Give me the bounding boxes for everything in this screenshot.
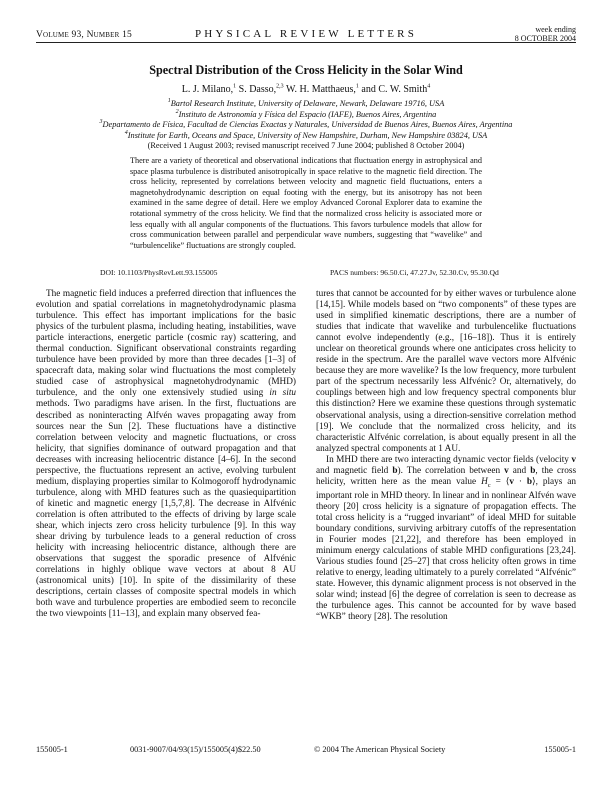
issn-code: 0031-9007/04/93(15)/155005(4)$22.50 <box>130 745 261 754</box>
author: and C. W. Smith <box>361 84 428 95</box>
author: L. J. Milano, <box>181 84 234 95</box>
pacs-numbers: PACS numbers: 96.50.Ci, 47.27.Jv, 52.30.Cv, 95.30.Qd <box>330 268 499 277</box>
page-number-right: 155005-1 <box>544 745 576 754</box>
author-affil-mark: 1 <box>233 83 237 90</box>
author: W. H. Matthaeus, <box>285 84 356 95</box>
affiliation: $^1$Bartol Research Institute, University of Delaware, Newark, Delaware 19716, USA <box>167 98 445 108</box>
author: S. Dasso, <box>238 84 277 95</box>
page-number-left: 155005-1 <box>36 745 68 754</box>
body-column-right <box>316 289 576 623</box>
header-rule <box>36 42 576 43</box>
author-affil-mark: 4 <box>427 83 431 90</box>
body-column-left <box>36 289 296 620</box>
copyright-notice: © 2004 The American Physical Society <box>314 745 446 754</box>
affiliations <box>0 99 612 152</box>
author-affil-mark: 2,3 <box>276 83 284 90</box>
affiliation: $^3$Departamento de Física, Facultad de Ciencias Exactas y Naturales, Universidad de Buenos Aires, Buenos Aires, Argentina <box>99 119 513 130</box>
doi-link[interactable]: DOI: 10.1103/PhysRevLett.93.155005 <box>100 268 218 277</box>
received-dates: (Received 1 August 2003; revised manuscript received 7 June 2004; published 8 October 2004) <box>147 141 465 151</box>
running-header-volume: Volume 93, Number 15 <box>36 30 133 40</box>
affiliation: $^2$Instituto de Astronomía y Física del Espacio (IAFE), Buenos Aires, Argentina <box>175 108 437 119</box>
article-title: Spectral Distribution of the Cross Helicity in the Solar Wind <box>149 63 463 77</box>
affiliation: $^4$Institute for Earth, Oceans and Space, University of New Hampshire, Durham, New Hampshire 03824, USA <box>124 130 488 140</box>
issue-date: 8 OCTOBER 2004 <box>514 34 576 43</box>
paragraph: tures that cannot be accounted for by either waves or turbulence alone [14,15]. While models based on “two components” of these types are used in simplified kinematic descriptions, there are a number of studies that indicate that wavelike and turbulencelike fluctuations cannot evolve independently (e.g., [16–18]). Thus it is entirely unclear on theoretical grounds where one anticipates cross helicity to reside in the spectrum. Are the parallel wave vectors more Alfvénic because they are more wavelike? Is the low frequency, more turbulent part of the spectrum necessarily less Alfvénic? Or, alternatively, do couplings between high and low frequency spectral components blur this distinction? Here we examine these questions through systematic observational analysis, using a direction-sensitive correlation method [19]. We conclude that the normalized cross helicity, and its characteristic Alfvénic correlation, is about equally present in all the analyzed spectral components at 1 AU. <box>316 289 576 454</box>
abstract: There are a variety of theoretical and observational indications that fluctuation energy in astrophysical and space plasma turbulence is distributed anisotropically in space relative to the magnetic field direction. The cross helicity, represented by correlations between velocity and magnetic field fluctuations, enters a magnetohydrodynamic description on equal footing with the energy, but its anisotropy has not been examined in the same degree of detail. Here we employ Advanced Coronal Explorer data to examine the rotational symmetry of the cross helicity. We find that the normalized cross helicity is associated more or less equally with all angular components of the fluctuations. This favors turbulence models that allow for cross communication between parallel and perpendicular wave numbers, suggesting that “wavelike” and “turbulencelike” fluctuations are strongly coupled. <box>130 156 482 250</box>
paragraph: The magnetic field induces a preferred direction that influences the evolution and spatial correlations in magnetohydrodynamic plasma turbulence. This effect has important implications for the basic physics of the turbulent plasma, including heating, instabilities, wave particle interactions, energetic particle (cosmic ray) scattering, and thermal conduction. Significant observational constraints regarding turbulence have been provided by more than three decades [1–3] of spacecraft data, making solar wind fluctuations the most completely studied case of astrophysical magnetohydrodynamic (MHD) turbulence, and the only one extensively studied using in situ methods. Two paradigms have arisen. In the first, fluctuations are described as noninteracting Alfvén waves propagating away from sources near the Sun [2]. These fluctuations have a distinctive correlation between velocity and magnetic fluctuations, or cross helicity, that signifies dominance of outward propagation and that decreases with increasing heliocentric distance [4–6]. In the second perspective, the fluctuations represent an active, evolving turbulent medium, displaying properties similar to Kolmogoroff hydrodynamic turbulence, along with MHD features such as the quasiequipartition of kinetic and magnetic energy [1,5,7,8]. The decrease in Alfvénic correlation is often attributed to the effects of driving by large scale shear, which injects zero cross helicity turbulence [9]. In this way shear driving by turbulence leads to a general reduction of cross helicity with increasing heliocentric distance, although there are observations that suggest the sporadic presence of Alfvénic correlations in highly oblique wave vectors at about 8 AU (astronomical units) [10]. In spite of the dissimilarity of these descriptions, certain classes of composite spectral models in which both wave and turbulence properties are embodied seem to reconcile the two viewpoints [11–13], and explain many observed fea- <box>36 289 297 620</box>
week-ending-label: week ending <box>535 25 576 34</box>
paragraph: In MHD there are two interacting dynamic vector fields (velocity v and magnetic field b). The correlation between v and b, the cross helicity, written here as the mean value $H_c$ = ⟨v · b⟩, plays an important role in MHD theory. In linear and in nonlinear Alfvén wave theory [20] cross helicity is a signature of propagation effects. The total cross helicity is a “rugged invariant” of ideal MHD for suitable boundary conditions, surviving arbitrary cutoffs of the representation in Fourier modes [21,22], and therefore has been employed in minimum energy calculations of stable MHD configurations [23,24]. Various studies found [25–27] that cross helicity often grows in time relative to energy, leading ultimately to a purely correlated “Alfvénic” state. However, this dynamic alignment process is not observed in the solar wind; instead [6] the degree of correlation is seen to decrease as the turbulence ages. This cannot be accounted for by wave based “WKB” theory [28]. The resolution <box>316 454 577 623</box>
author-list <box>0 84 612 95</box>
author-affil-mark: 1 <box>355 83 359 90</box>
issue-date-block <box>515 25 576 43</box>
journal-name: PHYSICAL REVIEW LETTERS <box>194 28 418 40</box>
